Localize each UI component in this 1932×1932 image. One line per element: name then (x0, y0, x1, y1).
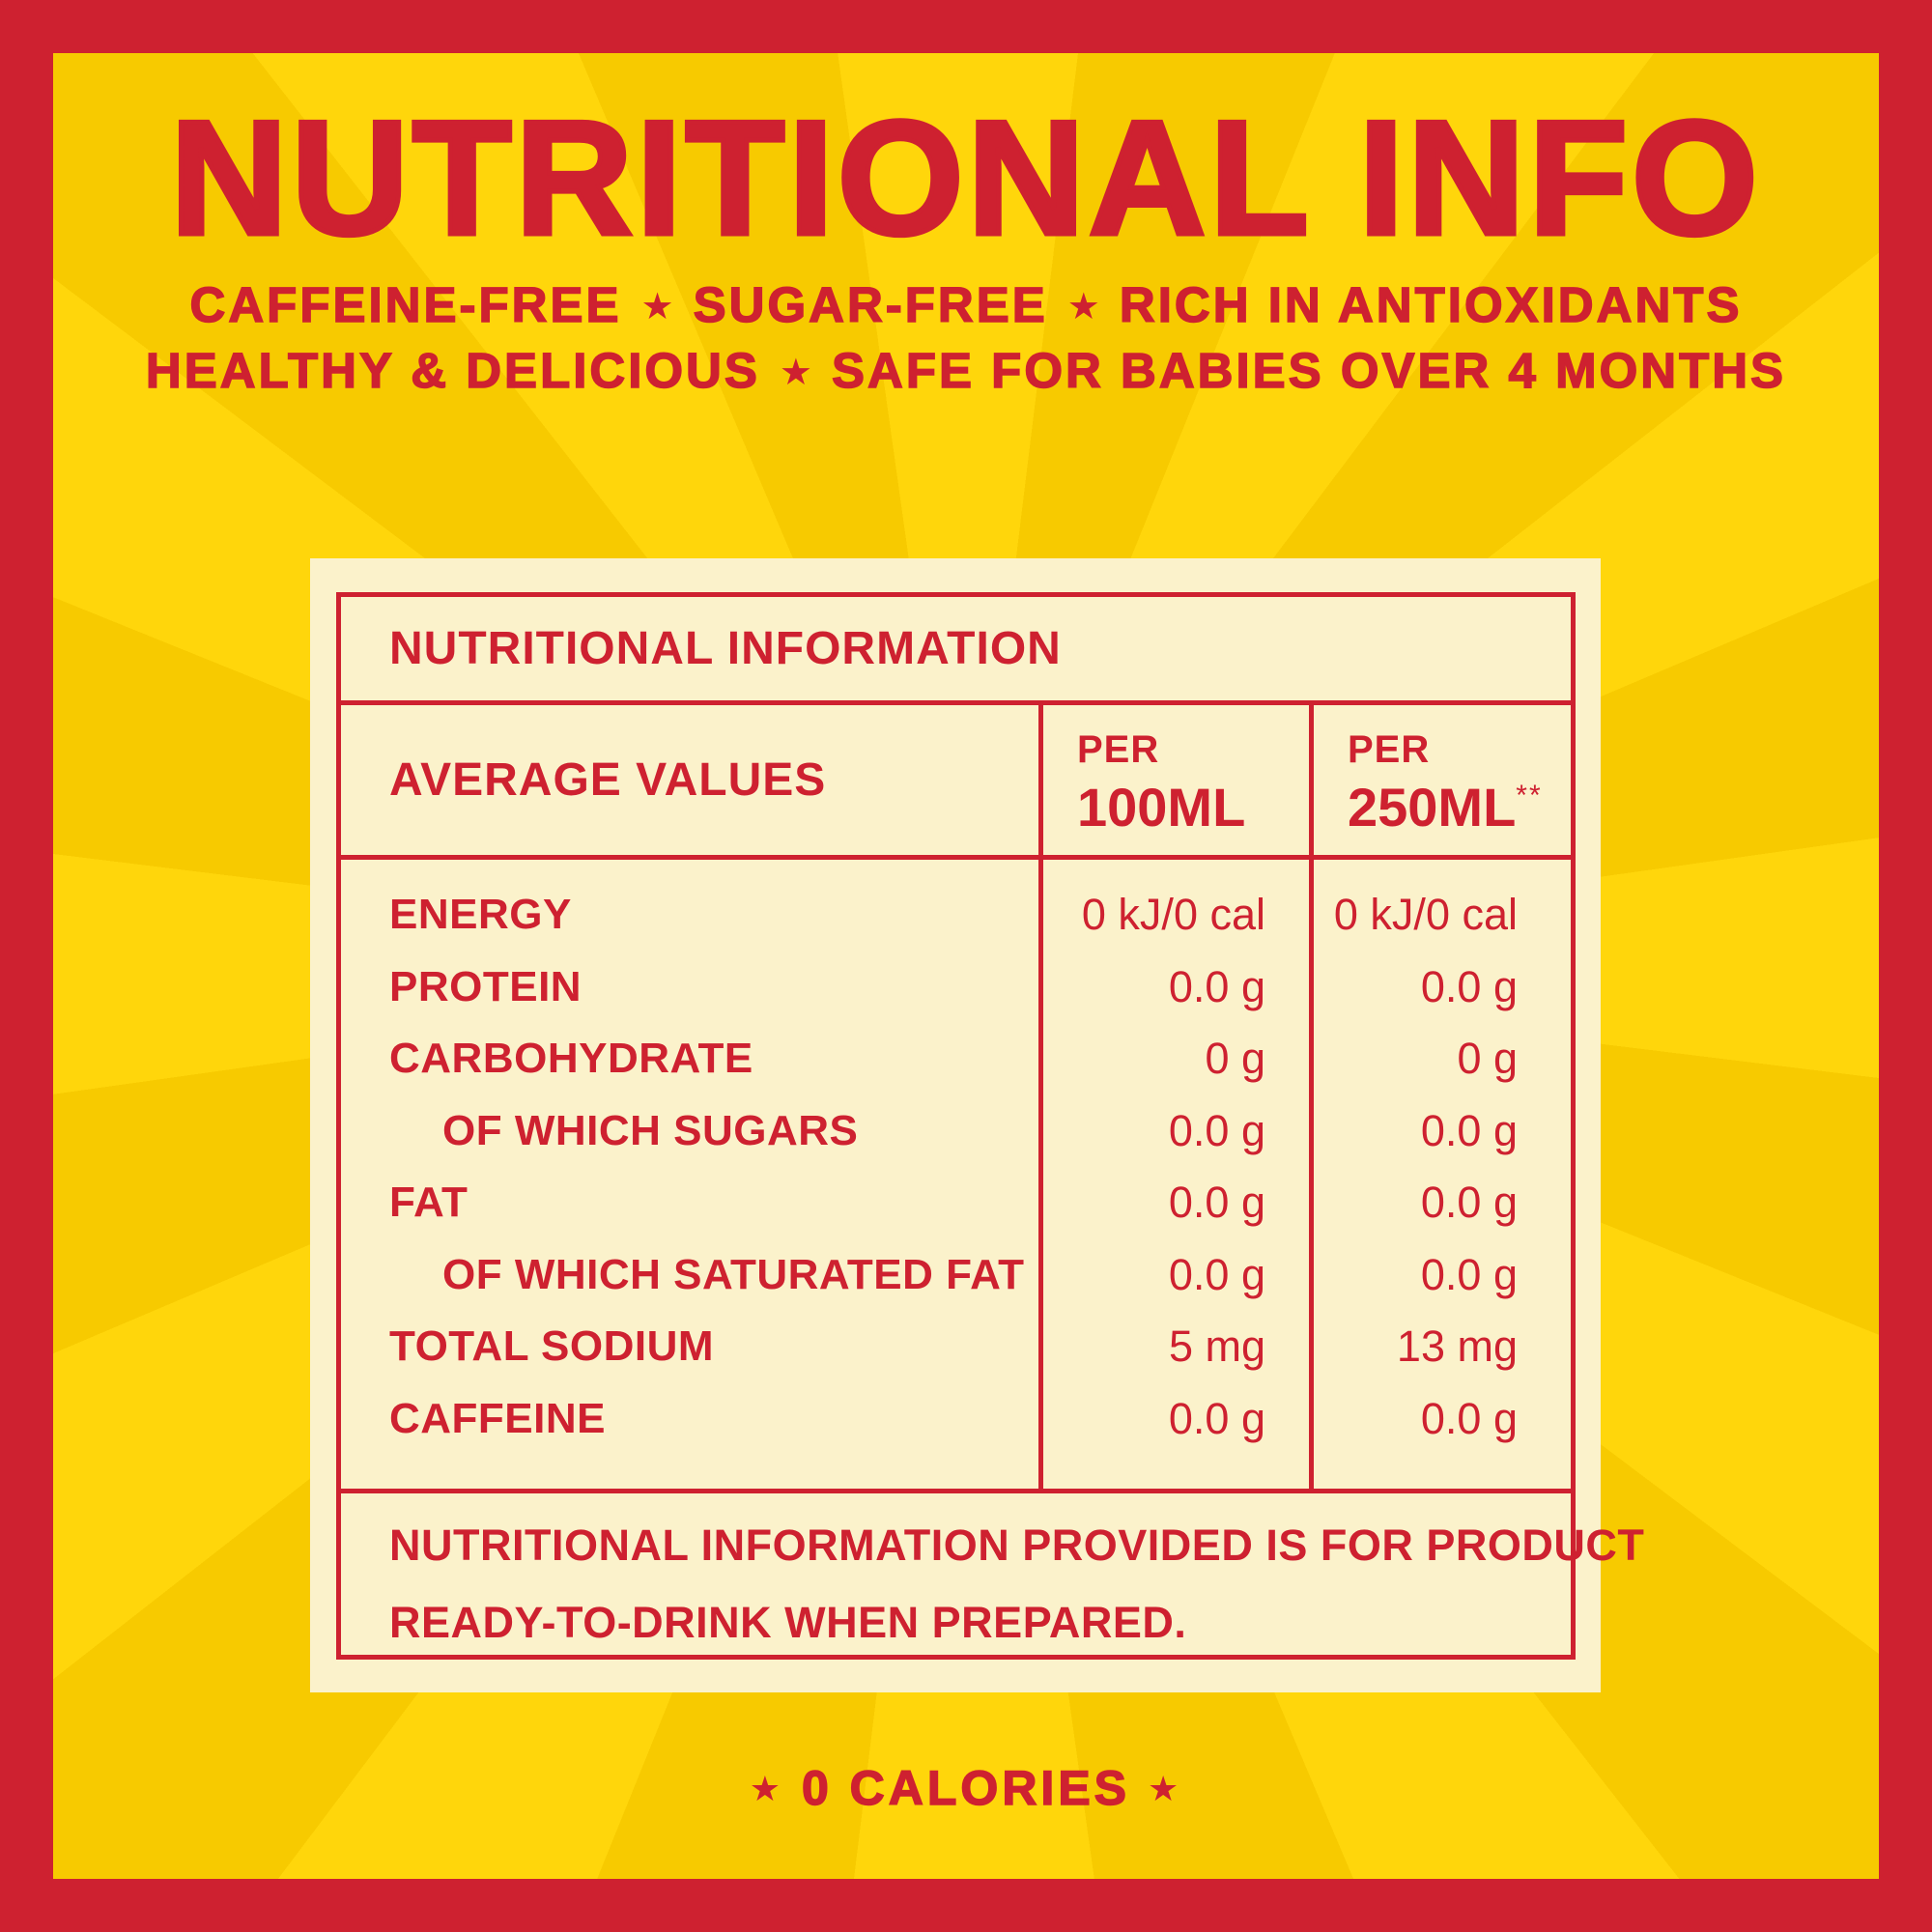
benefit-caffeine-free: CAFFEINE-FREE (189, 277, 622, 332)
star-icon: ★ (1066, 287, 1100, 327)
star-icon: ★ (1148, 1769, 1183, 1808)
per-100ml-column (1038, 860, 1309, 1489)
footnote-line-1: NUTRITIONAL INFORMATION PROVIDED IS FOR PRODUCT (389, 1520, 1645, 1570)
value-per-100ml: 0.0 g (1168, 1105, 1265, 1155)
value-per-250ml: 0.0 g (1420, 1393, 1518, 1443)
page-title: NUTRITIONAL INFO (170, 87, 1762, 269)
value-per-100ml: 0.0 g (1168, 961, 1265, 1011)
nutrition-table (336, 592, 1645, 1660)
value-per-100ml: 0.0 g (1168, 1178, 1265, 1228)
nutrient-label: CAFFEINE (389, 1394, 606, 1442)
column-header-per-250ml (1309, 705, 1571, 855)
column-header-average-values: AVERAGE VALUES (389, 754, 827, 806)
benefit-antioxidants: RICH IN ANTIOXIDANTS (1119, 277, 1743, 332)
value-per-250ml: 0.0 g (1420, 1105, 1518, 1155)
nutrient-label-column (341, 860, 1038, 1489)
value-per-250ml: 0.0 g (1420, 961, 1518, 1011)
calories-badge (0, 1760, 1932, 1816)
value-per-250ml: 13 mg (1396, 1321, 1518, 1372)
star-icon: ★ (640, 287, 674, 327)
nutrient-label: ENERGY (389, 891, 572, 939)
value-per-250ml: 0 g (1457, 1034, 1518, 1084)
footnote-line-2: READY-TO-DRINK WHEN PREPARED. (389, 1598, 1187, 1647)
per-amount-250ml: 250ML** (1348, 777, 1543, 838)
table-body (341, 860, 1571, 1489)
table-column-header-row (341, 705, 1571, 860)
benefits-line-1 (0, 273, 1932, 339)
value-per-100ml: 5 mg (1168, 1321, 1265, 1372)
benefit-healthy: HEALTHY & DELICIOUS (145, 343, 760, 398)
value-per-100ml: 0.0 g (1168, 1393, 1265, 1443)
nutrition-panel (310, 558, 1645, 1692)
column-header-per-100ml (1038, 705, 1309, 855)
value-per-250ml: 0.0 g (1420, 1178, 1518, 1228)
per-250ml-column (1309, 860, 1571, 1489)
footnote-mark: ** (1516, 780, 1543, 811)
value-per-100ml: 0 g (1205, 1034, 1265, 1084)
per-word: PER (1077, 728, 1160, 771)
table-title: NUTRITIONAL INFORMATION (341, 597, 1571, 705)
benefit-safe-babies: SAFE FOR BABIES OVER 4 MONTHS (831, 343, 1787, 398)
nutrient-label: CARBOHYDRATE (389, 1035, 753, 1083)
nutrient-label: FAT (389, 1179, 469, 1227)
benefits-line-2 (0, 339, 1932, 405)
value-per-250ml: 0.0 g (1420, 1249, 1518, 1299)
calories-badge-label: 0 CALORIES (801, 1761, 1131, 1815)
table-footnote (341, 1489, 1645, 1655)
benefit-sugar-free: SUGAR-FREE (693, 277, 1048, 332)
nutrient-label: PROTEIN (389, 962, 582, 1010)
value-per-100ml: 0 kJ/0 cal (1081, 890, 1265, 940)
value-per-100ml: 0.0 g (1168, 1249, 1265, 1299)
per-word: PER (1348, 728, 1431, 771)
nutrient-label: OF WHICH SUGARS (442, 1106, 859, 1154)
nutrient-label: TOTAL SODIUM (389, 1322, 714, 1371)
nutrient-label: OF WHICH SATURATED FAT (442, 1250, 1025, 1298)
value-per-250ml: 0 kJ/0 cal (1333, 890, 1518, 940)
star-icon: ★ (779, 353, 812, 393)
benefits-subtitle (0, 273, 1932, 405)
star-icon: ★ (749, 1769, 784, 1808)
per-amount-100ml: 100ML (1077, 777, 1246, 838)
